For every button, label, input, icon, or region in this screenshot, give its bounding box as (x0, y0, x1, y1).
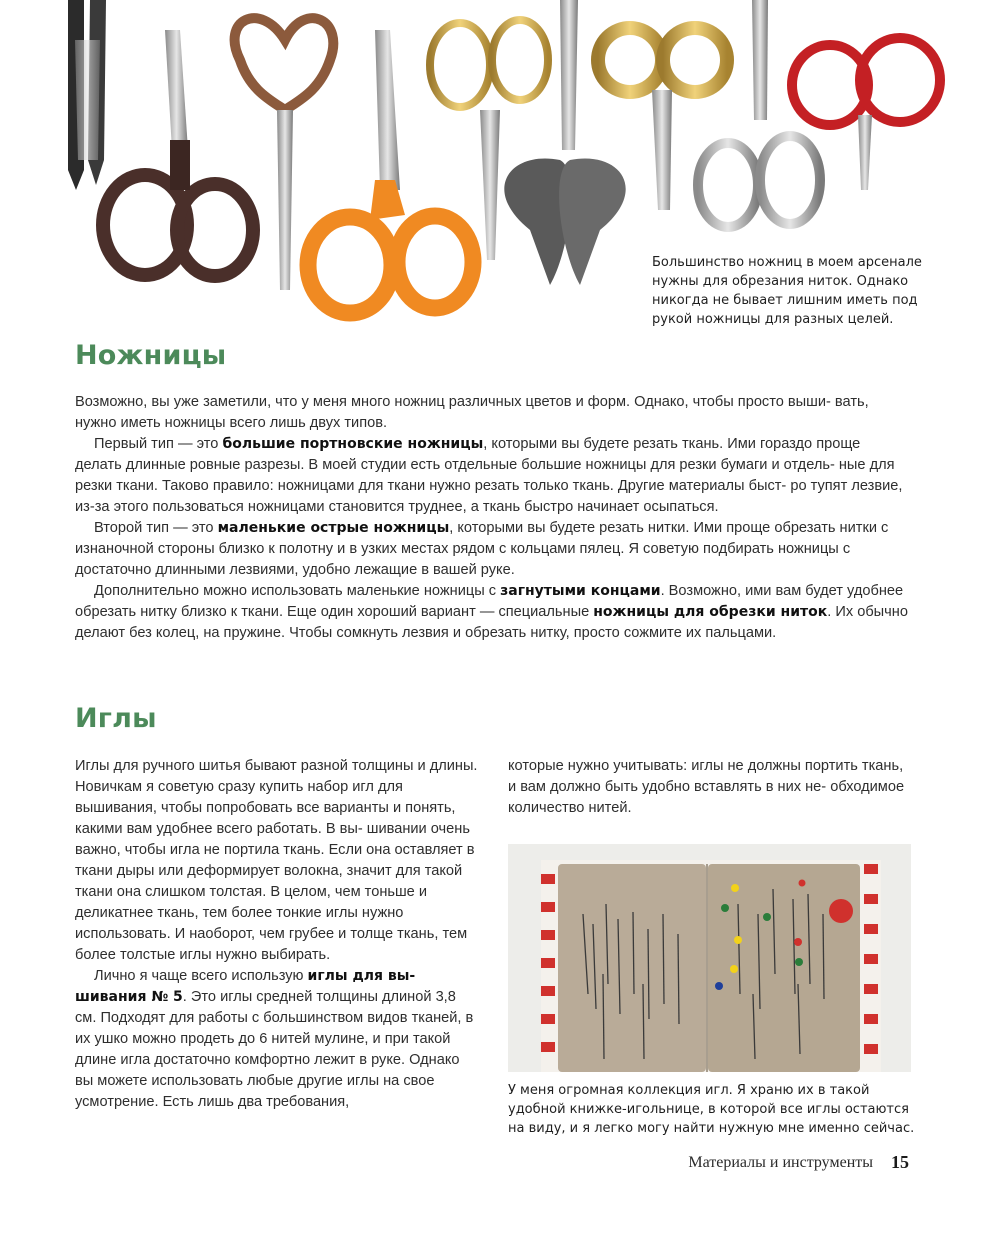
thread-snips-image (68, 0, 106, 190)
tailor-scissors-term: большие портновские ножницы (222, 436, 484, 452)
scissors-paragraph-1: Возможно, вы уже заметили, что у меня много ножниц различных цветов и форм. Однако, чтобы просто выши- вать, нужно иметь ножницы всего лишь двух типов. (75, 394, 869, 431)
needle-size-term: иглы для вы- шивания № 5 (75, 968, 416, 1005)
scissors-heading: Ножницы (75, 340, 227, 371)
page-number: 15 (891, 1152, 909, 1172)
needles-body-left (75, 756, 478, 1113)
needles-paragraph-2: Лично я чаще всего использую иглы для вы- шивания № 5. Это иглы средней толщины длиной 3,8 см. Подходят для работы с большинством видов тканей, в их ушко можно продеть до 6 нитей мулине, и при такой длине игла достаточно комфортно лежит в руке. Однако вы можете использовать любые другие иглы на свое усмотрение. Есть лишь два требования, (75, 968, 474, 1110)
scissors-paragraph-4: Дополнительно можно использовать маленькие ножницы с загнутыми концами. Возможно, ими вам будет удобнее обрезать нитку близко к ткани. Еще один хороший вариант — специальные ножницы для обрезки ниток. Их обычно делают без колец, на пружине. Чтобы сомкнуть лезвия и обрезать нитку, просто сожмите их пальцами. (75, 583, 908, 641)
needle-book-photo (508, 844, 911, 1072)
needles-body-right (508, 756, 911, 819)
felt-page-left (558, 864, 706, 1072)
needles-heading: Иглы (75, 703, 157, 734)
pincushion-ball (829, 899, 853, 923)
running-footer-section: Материалы и инструменты (688, 1154, 873, 1171)
orange-scissors-image (308, 30, 473, 313)
needles-paragraph-1: Иглы для ручного шитья бывают разной толщины и длины. Новичкам я советую сразу купить набор игл для вышивания, чтобы попробовать все варианты и понять, какими вам удобнее всего работать. В вы- шивании очень важно, чтобы игла не портила ткань. Если она оставляет в ткани дыры или деформирует волокна, значит для такой ткани она слишком толстая. В целом, чем тоньше и деликатнее ткань, тем более тонкие иглы нужно использовать. И наоборот, чем грубее и толще ткань, тем более толстые иглы нужно выбирать. (75, 758, 478, 963)
small-scissors-term: маленькие острые ножницы (217, 520, 450, 536)
curved-tips-term: загнутыми концами (500, 583, 661, 599)
scissors-photo-caption: Большинство ножниц в моем арсенале нужны для обрезания ниток. Однако никогда не бывает лишним иметь под рукой ножницы для разных целей. (652, 255, 922, 327)
thread-snips-term: ножницы для обрезки ниток (593, 604, 828, 620)
needles-paragraph-2-continued: которые нужно учитывать: иглы не должны портить ткань, и вам должно быть удобно вставлять в них не- обходимое количество нитей. (508, 758, 905, 816)
scissors-paragraph-3: Второй тип — это маленькие острые ножницы, которыми вы будете резать нитки. Ими проще обрезать нитки с изнаночной стороны близко к полотну и в узких местах рядом с кольцами пялец. Я советую подбирать ножницы с достаточно длинными лезвиями, удобно лежащие в вашей руке. (75, 520, 889, 578)
needle-book-caption: У меня огромная коллекция игл. Я храню их в такой удобной книжке-игольнице, в которой все иглы остаются на виду, и я легко могу найти нужную мне именно сейчас. (508, 1083, 915, 1136)
scissors-paragraph-2: Первый тип — это большие портновские ножницы, которыми вы будете резать ткань. Ими гораздо проще делать длинные ровные разрезы. В моей студии есть отдельные большие ножницы для резки бумаги и отдель- ные для резки ткани. Таково правило: ножницами для ткани нужно резать только ткань. Другие материалы быст- ро тупят лезвие, из-за этого пользоваться ножницами становится труднее, а ткань быстро начинает осыпаться. (75, 436, 903, 515)
scissors-body (75, 392, 911, 644)
folding-scissors-image (103, 30, 253, 276)
